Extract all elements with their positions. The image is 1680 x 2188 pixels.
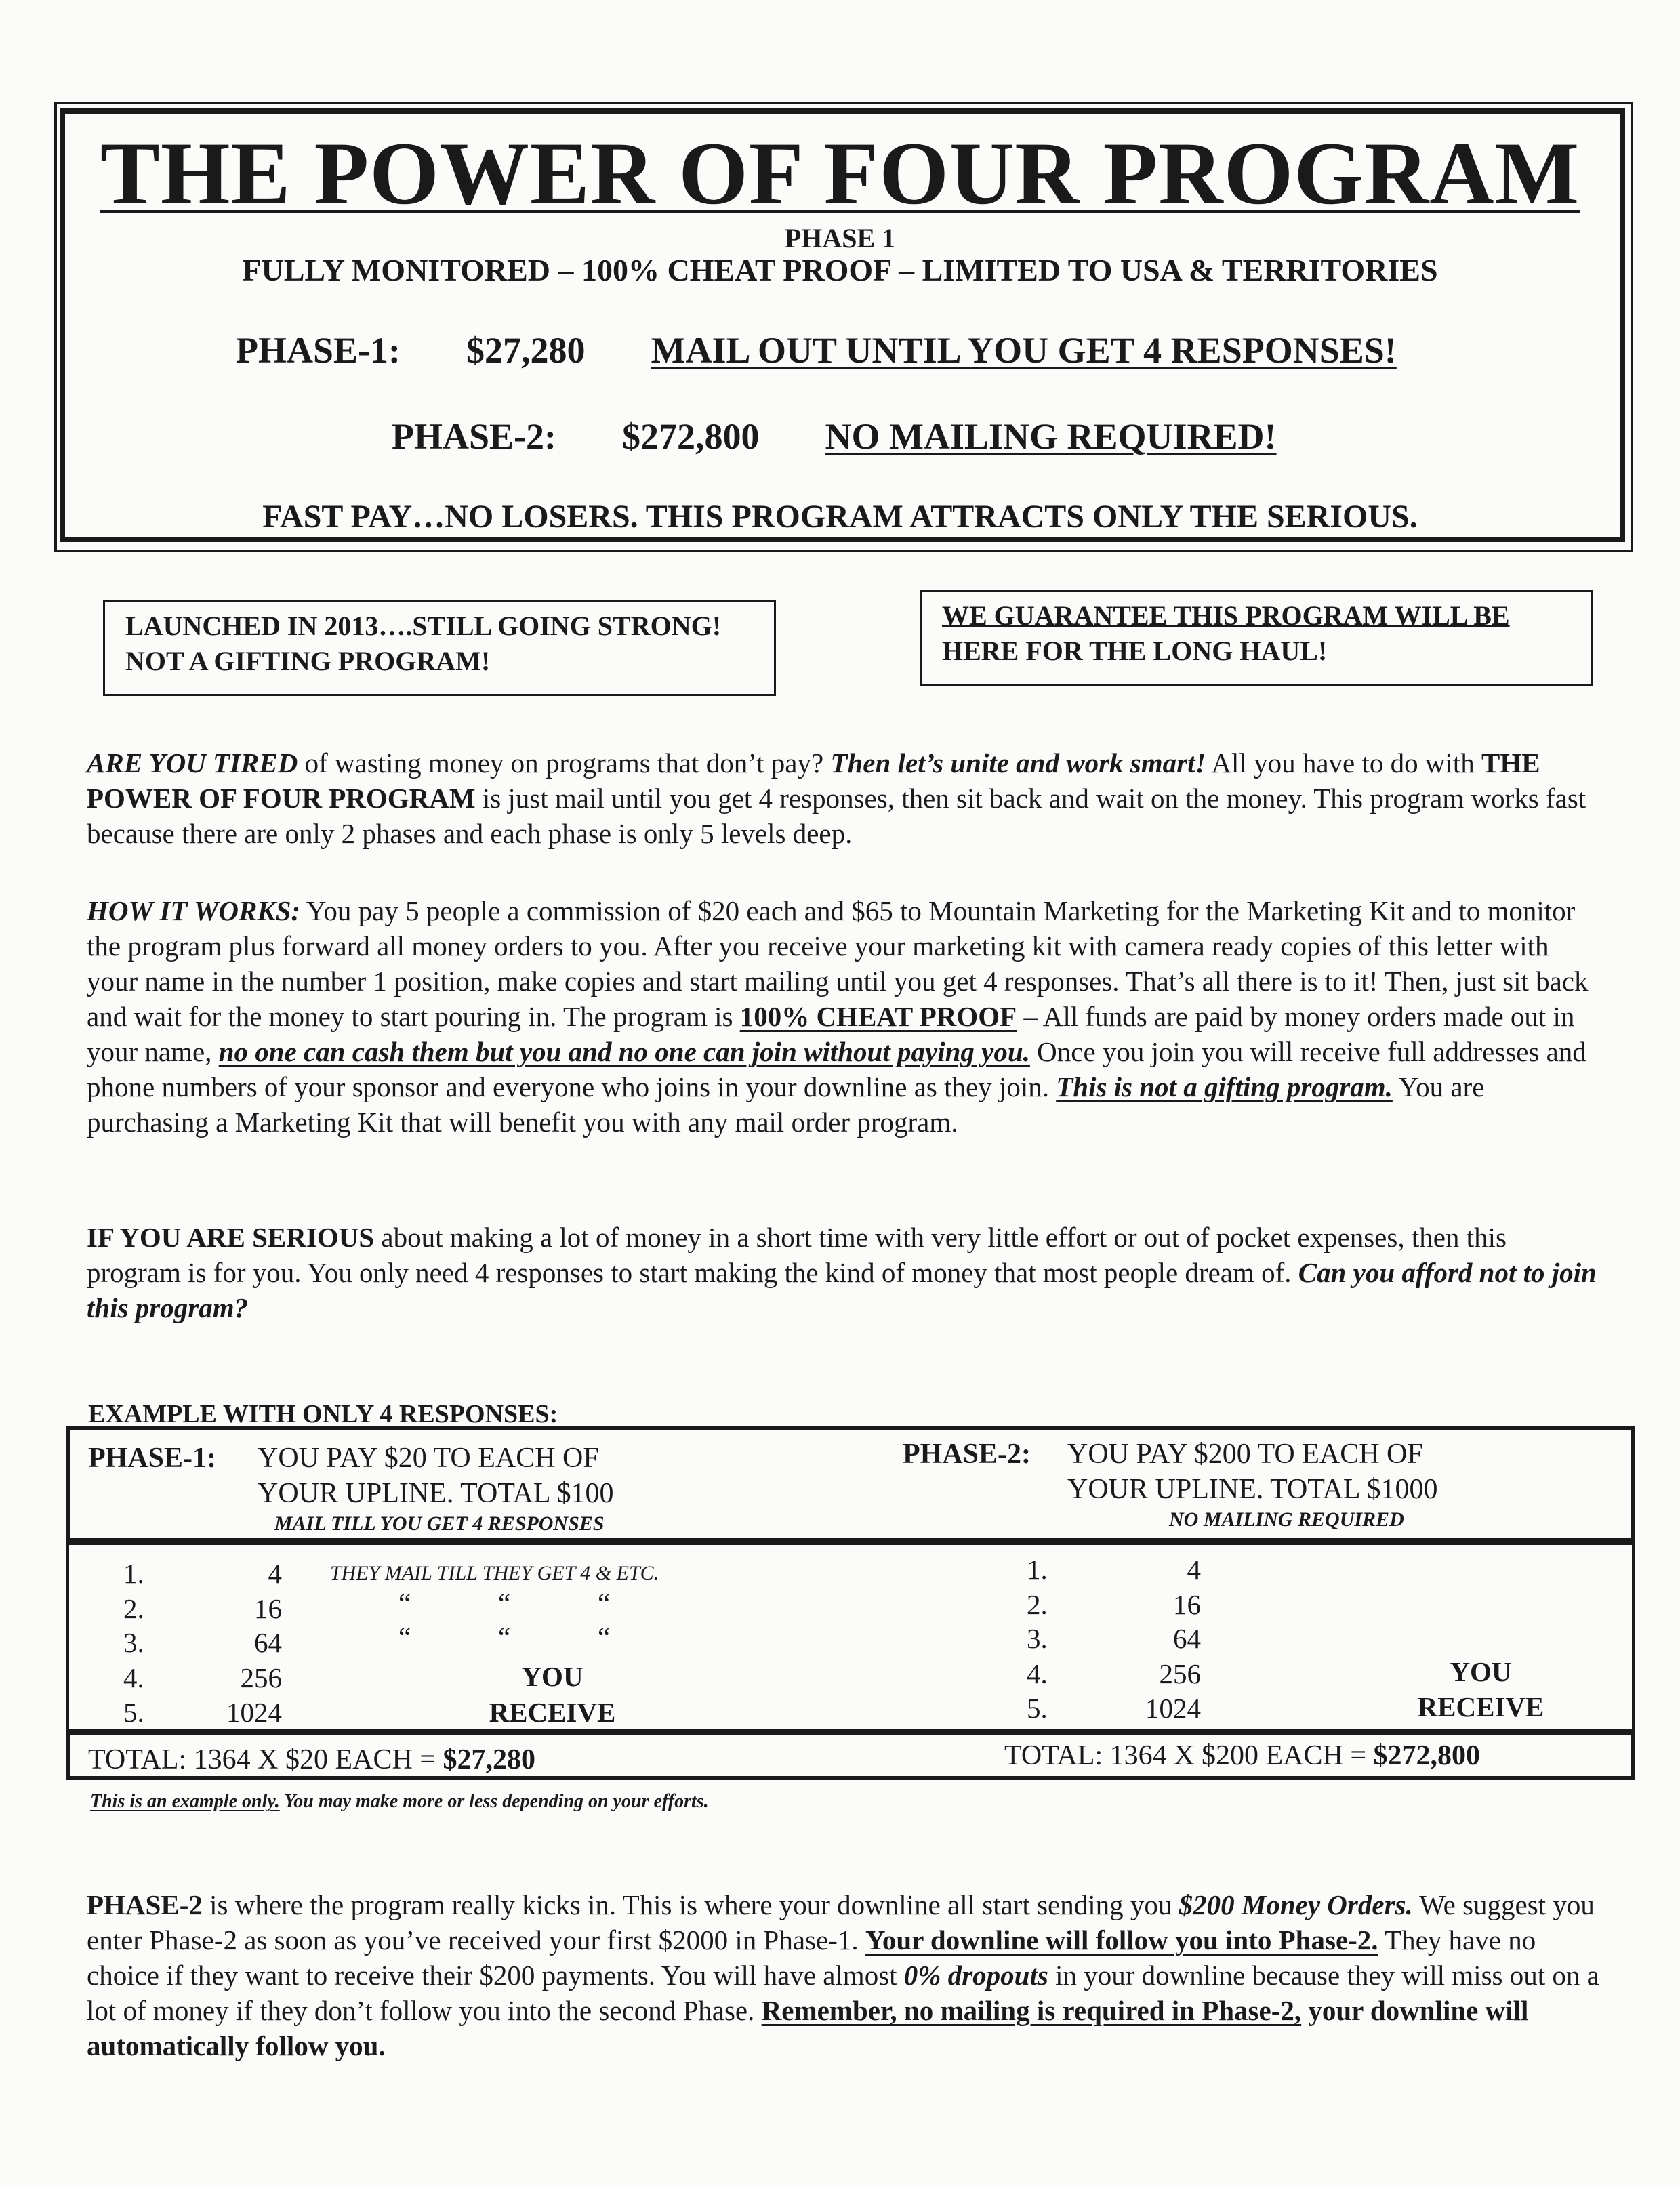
how-it-works-lead: HOW IT WORKS: [87,895,301,926]
how-text-1: You pay 5 people a commission of $20 each and $65 to Mountain Marketing for the Marketing Kit and to monitor the program plus forward all money orders to you. After you receive your marketing kit with camera ready copies of this letter with your name in the number 1 position, make copies and start mailing until you get 4 responses. That’s all there is to it! Then, just sit back and wait for the money to start pouring in. The program is [87,895,1589,1032]
guarantee-line-2: HERE FOR THE LONG HAUL! [942,636,1328,666]
not-gifting-line: NOT A GIFTING PROGRAM! [125,646,491,676]
p2-level-3-num: 3. [1027,1623,1048,1654]
phase1-note: MAIL OUT UNTIL YOU GET 4 RESPONSES! [651,330,1397,371]
cheat-proof: 100% CHEAT PROOF [739,1001,1017,1032]
example-phase2-label: PHASE-2: [903,1439,1031,1470]
p1-level-3-val: 64 [254,1627,282,1658]
phase1-row [236,329,1397,371]
ditto-mark: “ [598,1588,611,1619]
example-phase1-line2: YOUR UPLINE. TOTAL $100 [258,1478,614,1509]
phase1-label: PHASE-1: [236,330,401,371]
not-gifting-note: This is not a gifting program. [1056,1071,1393,1102]
total-phase1 [88,1743,535,1776]
total-phase2-label: TOTAL: 1364 X $200 EACH = [1004,1740,1374,1771]
serious-lead: IF YOU ARE SERIOUS [87,1222,375,1253]
example-phase1-label: PHASE-1: [88,1443,216,1474]
remember-note: Remember, no mailing is required in Phase-2, [761,1995,1302,2026]
p2-level-3-val: 64 [1173,1623,1201,1654]
guarantee-box [920,590,1593,686]
total-phase1-label: TOTAL: 1364 X $20 EACH = [88,1744,443,1775]
intro-text-2: All you have to do with [1206,747,1481,779]
p1-you: YOU [521,1661,583,1692]
page-title: THE POWER OF FOUR PROGRAM [100,123,1580,223]
how-text-3: Once you join you will receive full addresses and phone numbers of your sponsor and everyone who joins in your downline as they join. [87,1036,1586,1102]
how-text-4: You are purchasing a Marketing Kit that will benefit you with any mail order program. [87,1071,1485,1138]
intro-text-1: of wasting money on programs that don’t pay? [298,747,831,779]
example-phase2-sub: NO MAILING REQUIRED [1169,1508,1404,1531]
example-phase1-sub: MAIL TILL YOU GET 4 RESPONSES [274,1512,605,1535]
p2-level-2-val: 16 [1173,1589,1201,1620]
launched-box [103,600,776,696]
dropouts: 0% dropouts [903,1960,1048,1991]
example-disclaimer-underlined: This is an example only. [90,1791,280,1812]
phase2-text-2: We suggest you enter Phase-2 as soon as you’ve received your first $2000 in Phase-1. [87,1889,1595,1956]
p2-level-1-num: 1. [1027,1554,1048,1585]
example-label: EXAMPLE WITH ONLY 4 RESPONSES: [88,1400,558,1428]
p2-you: YOU [1450,1656,1512,1687]
ditto-mark: “ [498,1588,511,1619]
p2-level-5-num: 5. [1027,1693,1048,1724]
phase1-amount: $27,280 [466,330,586,371]
phase2-row [392,415,1277,457]
phase2-text-1: is where the program really kicks in. This is where your downline all start sending you [202,1889,1179,1920]
p2-level-2-num: 2. [1027,1589,1048,1620]
intro-program-name: THE POWER OF FOUR PROGRAM [87,747,1540,814]
phase2-text-5: your downline will automatically follow you. [87,1995,1529,2061]
phase2-amount: $272,800 [622,416,760,457]
money-orders: $200 Money Orders. [1179,1889,1413,1920]
p1-level-4-num: 4. [123,1662,144,1693]
p1-level-3-num: 3. [123,1627,144,1658]
header-subtitle: FULLY MONITORED – 100% CHEAT PROOF – LIMITED TO USA & TERRITORIES [242,253,1438,287]
ditto-mark: “ [398,1622,411,1653]
p1-level-1-val: 4 [268,1558,282,1589]
serious-text: about making a lot of money in a short time with very little effort or out of pocket expenses, then this program is for you. You only need 4 responses to start making the kind of money that most people dream of. [87,1222,1507,1288]
ditto-mark: “ [498,1622,511,1653]
example-phase2-line2: YOUR UPLINE. TOTAL $1000 [1067,1474,1438,1505]
p2-level-4-val: 256 [1159,1658,1201,1689]
intro-lead: ARE YOU TIRED [87,747,298,779]
serious-question: Can you afford not to join this program? [87,1257,1597,1323]
p2-level-1-val: 4 [1187,1554,1201,1585]
phase2-label: PHASE-2: [392,416,556,457]
example-phase2-line1: YOU PAY $200 TO EACH OF [1067,1439,1423,1470]
p1-level-5-val: 1024 [226,1697,282,1728]
phase2-note: NO MAILING REQUIRED! [825,416,1277,457]
example-disclaimer [90,1791,709,1813]
p1-level-1-num: 1. [123,1558,144,1589]
total-phase2 [1004,1739,1480,1772]
p2-level-4-num: 4. [1027,1658,1048,1689]
how-it-works-paragraph [87,893,1598,1140]
example-disclaimer-rest: You may make more or less depending on your efforts. [279,1791,709,1812]
guarantee-line-1: WE GUARANTEE THIS PROGRAM WILL BE [942,600,1510,631]
p1-receive: RECEIVE [489,1697,616,1728]
total-phase2-amount: $272,800 [1373,1740,1481,1771]
p1-level-5-num: 5. [123,1697,144,1728]
p1-level-2-val: 16 [254,1593,282,1624]
phase2-paragraph [87,1887,1605,2063]
example-phase1-line1: YOU PAY $20 TO EACH OF [258,1443,599,1474]
follow-you: Your downline will follow you into Phase-2. [865,1924,1378,1956]
p1-level-2-num: 2. [123,1593,144,1624]
ditto-mark: “ [598,1622,611,1653]
phase-label: PHASE 1 [784,223,896,253]
ditto-mark: “ [398,1588,411,1619]
p1-level-4-val: 256 [240,1662,282,1693]
total-phase1-amount: $27,280 [443,1744,536,1775]
how-text-2: – All funds are paid by money orders made out in your name, [87,1001,1575,1067]
launched-line: LAUNCHED IN 2013….STILL GOING STRONG! [125,611,722,641]
intro-paragraph [87,745,1598,851]
p2-receive: RECEIVE [1417,1691,1544,1722]
intro-text-3: is just mail until you get 4 responses, then sit back and wait on the money. This program works fast because there are only 2 phases and each phase is only 5 levels deep. [87,783,1586,849]
intro-emphasis: Then let’s unite and work smart! [830,747,1206,779]
phase2-text-4: in your downline because they will miss out on a lot of money if they don’t follow you into the second Phase. [87,1960,1599,2026]
phase2-text-3: They have no choice if they want to receive their $200 payments. You will have almost [87,1924,1536,1991]
p2-level-5-val: 1024 [1145,1693,1201,1724]
serious-paragraph [87,1220,1598,1325]
cash-note: no one can cash them but you and no one can join without paying you. [218,1036,1030,1067]
mail-note: THEY MAIL TILL THEY GET 4 & ETC. [330,1562,659,1584]
fast-pay-line: FAST PAY…NO LOSERS. THIS PROGRAM ATTRACTS ONLY THE SERIOUS. [262,499,1418,535]
phase2-lead: PHASE-2 [87,1889,203,1920]
